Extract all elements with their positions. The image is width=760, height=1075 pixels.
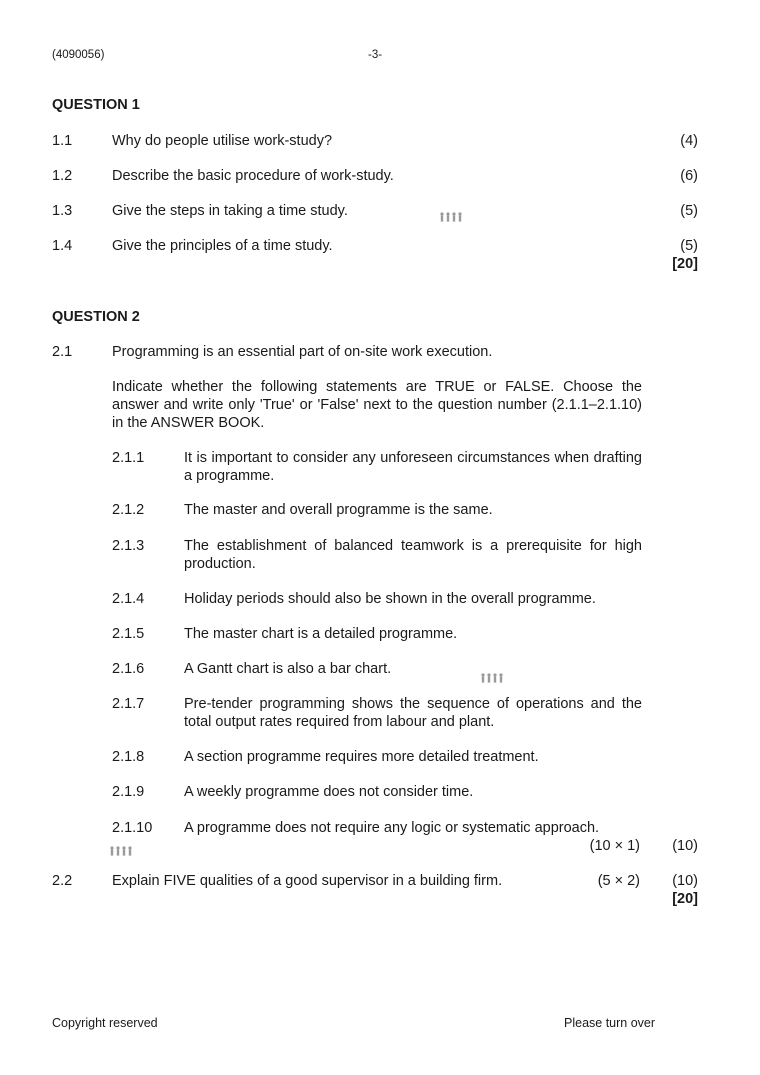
q2-1-4-number: 2.1.4	[112, 591, 145, 607]
q2-1-2-text: The master and overall programme is the same.	[184, 502, 493, 518]
q2-1-9-text: A weekly programme does not consider time.	[184, 784, 474, 800]
q2-1-3-number: 2.1.3	[112, 538, 145, 554]
q2-1-1-number: 2.1.1	[112, 450, 145, 466]
q1-3-mark: (5)	[680, 203, 698, 219]
q1-3-text: Give the steps in taking a time study.	[112, 203, 348, 219]
watermark-people-icon	[439, 212, 463, 222]
q1-1-text: Why do people utilise work-study?	[112, 133, 333, 149]
question-1-title: QUESTION 1	[52, 97, 140, 113]
q2-1-4-text: Holiday periods should also be shown in the overall programme.	[184, 591, 596, 607]
q2-1-5-number: 2.1.5	[112, 626, 145, 642]
page-number: -3-	[368, 49, 383, 61]
footer-copyright: Copyright reserved	[52, 1016, 158, 1030]
exam-code: (4090056)	[52, 49, 105, 61]
q2-1-5-text: The master chart is a detailed programme.	[184, 626, 458, 642]
q2-1-9-number: 2.1.9	[112, 784, 145, 800]
footer-turn-over: Please turn over	[564, 1016, 656, 1030]
q2-2-text: Explain FIVE qualities of a good supervisor in a building firm.	[112, 873, 503, 889]
q2-1-8-number: 2.1.8	[112, 749, 145, 765]
watermark-people-icon	[109, 846, 133, 856]
q2-1-8-text: A section programme requires more detailed treatment.	[184, 749, 539, 765]
q1-1-mark: (4)	[680, 133, 698, 149]
q1-4-number: 1.4	[52, 238, 73, 254]
q1-3-number: 1.3	[52, 203, 73, 219]
q2-1-number: 2.1	[52, 344, 73, 360]
q1-4-mark: (5)	[680, 238, 698, 254]
q2-1-7-number: 2.1.7	[112, 696, 145, 712]
q1-total: [20]	[672, 256, 698, 272]
q2-1-10-text: A programme does not require any logic or systematic approach.	[184, 820, 600, 836]
q1-2-number: 1.2	[52, 168, 73, 184]
q2-1-6-number: 2.1.6	[112, 661, 145, 677]
q2-1-6-text: A Gantt chart is also a bar chart.	[184, 661, 392, 677]
q2-2-mark: (10)	[672, 873, 698, 889]
q2-1-3-text: The establishment of balanced teamwork is a prerequisite for high production.	[184, 538, 642, 572]
q2-1-10-number: 2.1.10	[112, 820, 153, 836]
q2-1-mark: (10)	[672, 838, 698, 854]
q2-1-7-text: Pre-tender programming shows the sequence of operations and the total output rates required from labour and plant.	[184, 696, 642, 730]
q2-1-1-text: It is important to consider any unforeseen circumstances when drafting a programme.	[184, 450, 642, 484]
q2-1-text: Programming is an essential part of on-site work execution.	[112, 344, 493, 360]
q2-total: [20]	[672, 891, 698, 907]
q2-1-instruction: Indicate whether the following statements are TRUE or FALSE. Choose the answer and write only 'True' or 'False' next to the question number (2.1.1–2.1.10) in the ANSWER BOOK.	[112, 379, 642, 431]
q1-2-mark: (6)	[680, 168, 698, 184]
q2-1-calc: (10 × 1)	[589, 838, 640, 854]
q1-4-text: Give the principles of a time study.	[112, 238, 333, 254]
q2-1-2-number: 2.1.2	[112, 502, 145, 518]
q2-2-calc: (5 × 2)	[597, 873, 640, 889]
question-2-title: QUESTION 2	[52, 309, 140, 325]
q1-1-number: 1.1	[52, 133, 73, 149]
watermark-people-icon	[480, 673, 504, 683]
q1-2-text: Describe the basic procedure of work-study.	[112, 168, 394, 184]
q2-2-number: 2.2	[52, 873, 73, 889]
